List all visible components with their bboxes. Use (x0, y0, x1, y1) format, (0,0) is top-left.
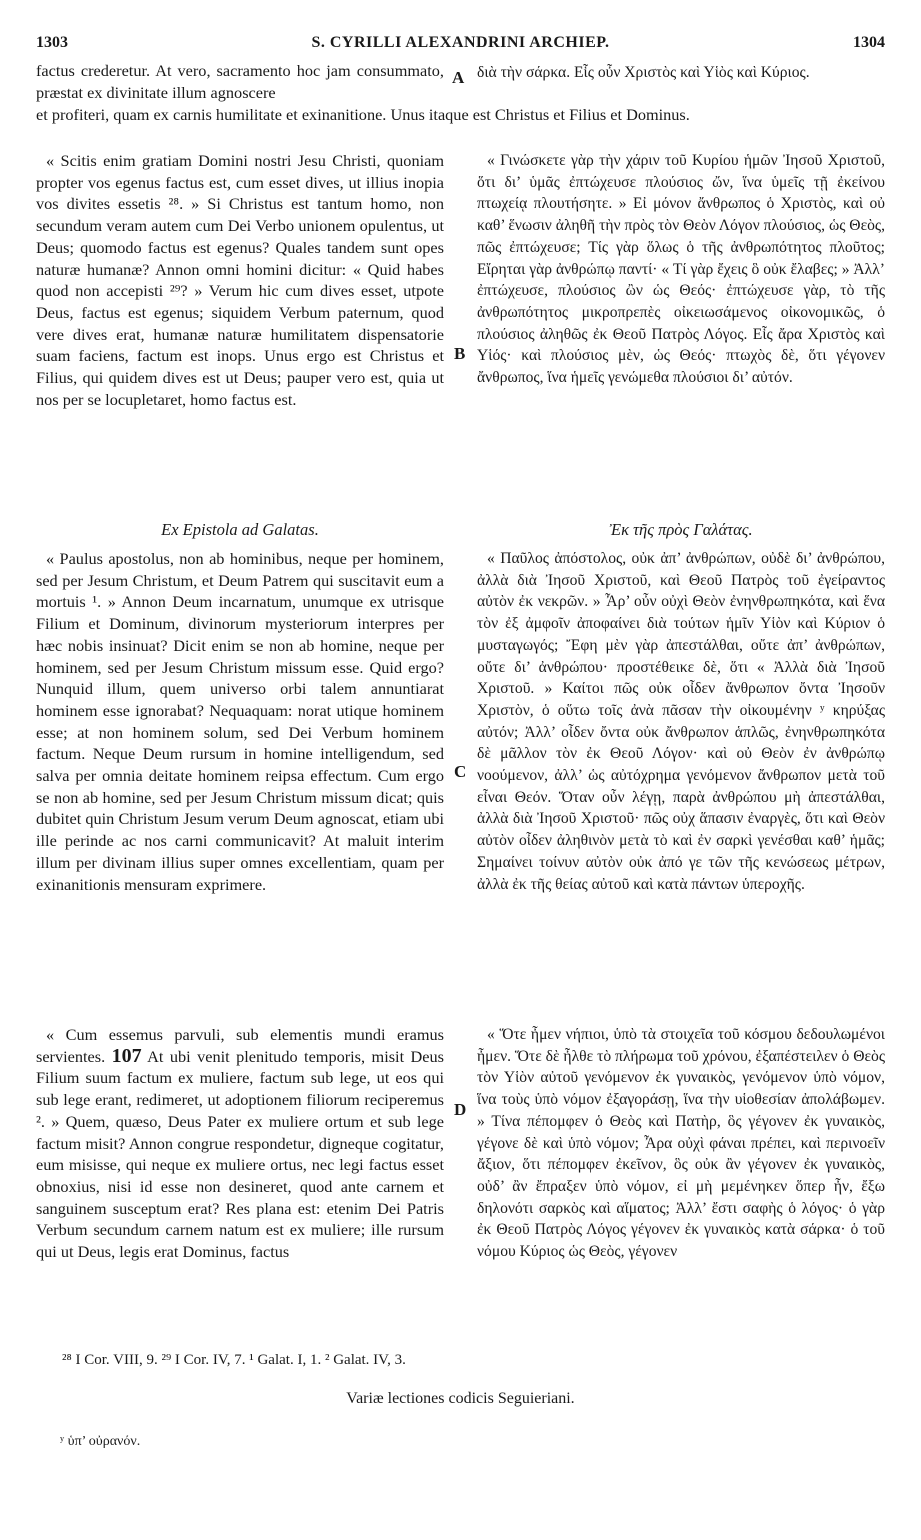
column-number: 107 (111, 1044, 142, 1067)
greek-paragraph: « Ὅτε ἦμεν νήπιοι, ὑπὸ τὰ στοιχεῖα τοῦ κόσμου δεδουλωμένοι ἦμεν. Ὅτε δὲ ἦλθε τὸ πλήρωμα τοῦ χρόνου, ἐξαπέστειλεν ὁ Θεὸς τὸν Υἱὸν αὐτοῦ γενόμενον ἐκ γυναικὸς, γενόμενον ὑπὸ νόμον, ἵνα τοὺς ὑπὸ νόμον ἐξαγοράσῃ, ἵνα τὴν υἱοθεσίαν ἀπολάβωμεν. » Τίνα πέπομφεν ὁ Θεὸς καὶ Πατὴρ, ὃς γέγονεν ἐκ γυναικὸς, γέγονε δὲ καὶ ὑπὸ νόμον; Ἆρα οὐχὶ φάναι πρέπει, καὶ περινοεῖν ἄξιον, ὅτι πέπομφεν ἐκεῖνον, ὃς οὐκ ἂν γέγονεν ἐκ γυναικὸς, οὐδ’ ἂν ἔπραξεν ὑπὸ νόμον, εἰ μὴ μεμένηκεν ὅπερ ἦν, ἔξω δηλονότι σαρκὸς καὶ αἵματος; Ἀλλ’ ἔστι σαφὴς ὁ λόγος· ὁ γὰρ ἐκ Θεοῦ Πατρὸς Λόγος γέγονεν ἐκ γυναικὸς κατὰ σάρκα· ὁ τοῦ νόμου Κύριος ὡς Θεὸς, γέγονεν (477, 1026, 885, 1261)
full-width-text: et profiteri, quam ex carnis humilitate et exinanitione. Unus itaque est Christus et Filius et Dominus. (36, 105, 690, 124)
margin-letter-d: D (454, 1100, 467, 1119)
latin-paragraph: « Paulus apostolus, non ab hominibus, neque per hominem, sed per Jesum Christum, et Deum Patrem qui suscitavit eum a mortuis ¹. » Annon Deum incarnatum, unumque ex utrisque Filium et Dominum, divinorum mysteriorum interpres per hæc nobis insinuat? Dicit enim se non ab homine, neque per hominem, sed per Jesum Christum missum esse. Quid ergo? Nunquid illum, quem universo orbi talem annuntiarat hominem esse ignorabat? Nequaquam: norat utique hominem esse; at non hominem solum, sed Dei Verbum hominem factum. Neque Deum rursum in homine intelligendum, sed salva per omnia deitate hominem reipsa effectum. Cum ergo se non ab homine, sed per Jesum Christum missum dicat; quis dubitet quin Christum Jesum verum Deum agnoscat, etiam ubi ille perinde ac nos carni communicavit? At maluit interim illum per divinam illius super omnes excellentiam, quam per exinanitionis mensuram exprimere. (36, 549, 444, 894)
greek-intro (477, 62, 885, 84)
greek-paragraph: « Παῦλος ἀπόστολος, οὐκ ἀπ’ ἀνθρώπων, οὐδὲ δι’ ἀνθρώπου, ἀλλὰ διὰ Ἰησοῦ Χριστοῦ, καὶ Θεοῦ Πατρὸς τοῦ ἐγείραντος αὐτὸν ἐκ νεκρῶν. » Ἆρ’ οὖν οὐχὶ Θεὸν ἐνηνθρωπηκότα, καὶ ἕνα τὸν ἐξ ἀμφοῖν ἀποφαίνει διὰ τούτων ἡμῖν Υἱὸν καὶ Κύριον ὁ μυσταγωγός; Ἔφη μὲν γὰρ ἀπεστάλθαι, οὔτε ἀπ’ ἀνθρώπων, οὔτε δι’ ἀνθρώπου· προστέθεικε δὲ, ὅτι « Ἀλλὰ διὰ Ἰησοῦ Χριστοῦ. » Καίτοι πῶς οὐκ οἶδεν ἄνθρωπον ὄντα Ἰησοῦν Χριστὸν, ὁ οὕτω τοῖς ἀνὰ πᾶσαν τὴν οἰκουμένην ʸ κηρύξας αὐτόν; Ἀλλ’ οἶδεν ὄντα οὐκ ἄνθρωπον ἁπλῶς, ἐνηνθρωπηκότα δὲ μᾶλλον τὸν ἐκ Θεοῦ Λόγον· καὶ οὐ Θεὸν ἐν ἀνθρώπῳ νοούμενον, ἀλλ’ ὡς αὐτόχρημα γενόμενον ἄνθρωπον μετὰ τοῦ εἶναι Θεόν. Ὅταν οὖν λέγῃ, παρὰ ἀνθρώπου μὴ ἀπεστάλθαι, ἀλλὰ διὰ Ἰησοῦ Χριστοῦ· πῶς οὐχ ἅπασιν ἐναργὲς, ὅτι καὶ Θεὸν αὐτὸν οἶδεν ἀληθινὸν μετὰ τὸ καὶ ἐν σαρκὶ γενέσθαι καθ’ ἡμᾶς; Σημαίνει τοίνυν αὐτὸν οὐκ ἀπό γε τῶν τῆς κενώσεως μέτρων, ἀλλὰ ἐκ τῆς θείας αὐτοῦ καὶ κατὰ πάντων ὑπεροχῆς. (477, 550, 885, 893)
greek-paragraph: « Γινώσκετε γὰρ τὴν χάριν τοῦ Κυρίου ἡμῶν Ἰησοῦ Χριστοῦ, ὅτι δι’ ὑμᾶς ἐπτώχευσε πλούσιος ὤν, ἵνα ὑμεῖς τῇ ἐκείνου πτωχείᾳ πλουτήσητε. » Εἰ μόνον ἄνθρωπος ὁ Χριστὸς, καὶ οὐ καθ’ ἕνωσιν ἀληθῆ τὴν πρὸς τὸν Θεὸν Λόγον πλούσιος, ὡς Θεὸς, πῶς ἐπτώχευσε; Τίς γὰρ ὅλως ὁ τῆς ἀνθρωπότητος πλοῦτος; Εἴρηται γὰρ ἀνθρώπῳ παντί· « Τί γὰρ ἔχεις ὃ οὐκ ἔλαβες; » Ἀλλ’ ἐπτώχευσε, πλούσιος ὢν ὡς Θεός· ἐπτώχευσε γὰρ, τὸ τῆς ἀνθρωπότητος μικροπρεπὲς οἰκειωσάμενος οἰκονομικῶς, ὁ πλούσιος ἀληθῶς ἐκ Θεοῦ Πατρὸς Λόγος. Εἷς ἄρα Χριστὸς καὶ Υἱός· καὶ πλούσιος μὲν, ὡς Θεός· πτωχὸς δὲ, ὅτι γέγονεν ἄνθρωπος, ἵνα ἡμεῖς γενώμεθα πλούσιοι δι’ αὐτόν. (477, 152, 885, 387)
page-number-right: 1304 (853, 34, 885, 51)
greek-section-corinthians (477, 150, 885, 389)
latin-paragraph (36, 1024, 444, 1263)
running-title: S. CYRILLI ALEXANDRINI ARCHIEP. (311, 34, 610, 51)
latin-intro (36, 60, 444, 103)
latin-section-corinthians (36, 150, 444, 410)
page-header (36, 34, 885, 56)
latin-intro-text: factus crederetur. At vero, sacramento hoc jam consummato, præstat ex divinitate illum agnoscere (36, 61, 444, 102)
greek-section-galatas-4 (477, 1024, 885, 1263)
latin-section-galatas (36, 548, 444, 895)
margin-letter-c: C (454, 762, 467, 781)
page-number-left: 1303 (36, 34, 68, 51)
margin-letter-b: B (454, 344, 466, 363)
latin-text-after: At ubi venit plenitudo temporis, misit Deus Filium suum factum ex muliere, factum sub lege, ut eos qui sub lege erant, redimeret, ut adoptionem filiorum reciperemus ². » Quem, quæso, Deus Pater ex muliere ortum et sub lege factum misit? Annon congrue respondetur, digneque cogitatur, eum misisse, qui neque ex muliere ortus, nec legi factus esset obnoxius, nisi id esse non desineret, quod ante carnem et sanguinem susceptum erat? Res plana est: etenim Dei Patris Verbum secundum carnem natum est ex muliere; ille rursum qui ut Deus, legis erat Dominus, factus (36, 1046, 444, 1262)
variant-reading: ʸ ὑπ’ οὐρανόν. (60, 1434, 141, 1449)
full-width-line (36, 104, 888, 126)
margin-letter-a: A (452, 68, 465, 87)
latin-section-galatas-4 (36, 1024, 444, 1263)
latin-heading-galatas: Ex Epistola ad Galatas. (161, 520, 319, 539)
variae-lectiones-title: Variæ lectiones codicis Seguieriani. (346, 1390, 575, 1407)
footnotes: ²⁸ I Cor. VIII, 9. ²⁹ I Cor. IV, 7. ¹ Galat. I, 1. ² Galat. IV, 3. (62, 1352, 406, 1368)
greek-intro-text: διὰ τὴν σάρκα. Εἷς οὖν Χριστὸς καὶ Υἱὸς καὶ Κύριος. (477, 64, 810, 81)
greek-heading-galatas: Ἐκ τῆς πρὸς Γαλάτας. (609, 520, 753, 539)
greek-section-galatas (477, 548, 885, 895)
latin-text-before: « Cum essemus parvuli, sub elementis mundi eramus servientes. (36, 1025, 444, 1066)
latin-paragraph: « Scitis enim gratiam Domini nostri Jesu Christi, quoniam propter vos egenus factus est, cum esset dives, ut illius inopia vos divites essetis ²⁸. » Si Christus est tantum homo, non secundum veram autem cum Dei Verbo unionem opulentus, ut Deus; quomodo factus est egenus? Quales tandem sunt opes naturæ humanæ? Annon omni homini dicitur: « Quid habes quod non accepisti ²⁹? » Verum hic cum dives esset, utpote Deus, factus est egenus; siquidem Verbum paternum, quod vere dives erat, humanæ naturæ humilitatem dispensatorie suam faciens, factum est inops. Unus ergo est Christus et Filius, qui quidem dives est ut Deus; pauper vero est, quia ut nos per se locupletaret, homo factus est. (36, 151, 444, 409)
